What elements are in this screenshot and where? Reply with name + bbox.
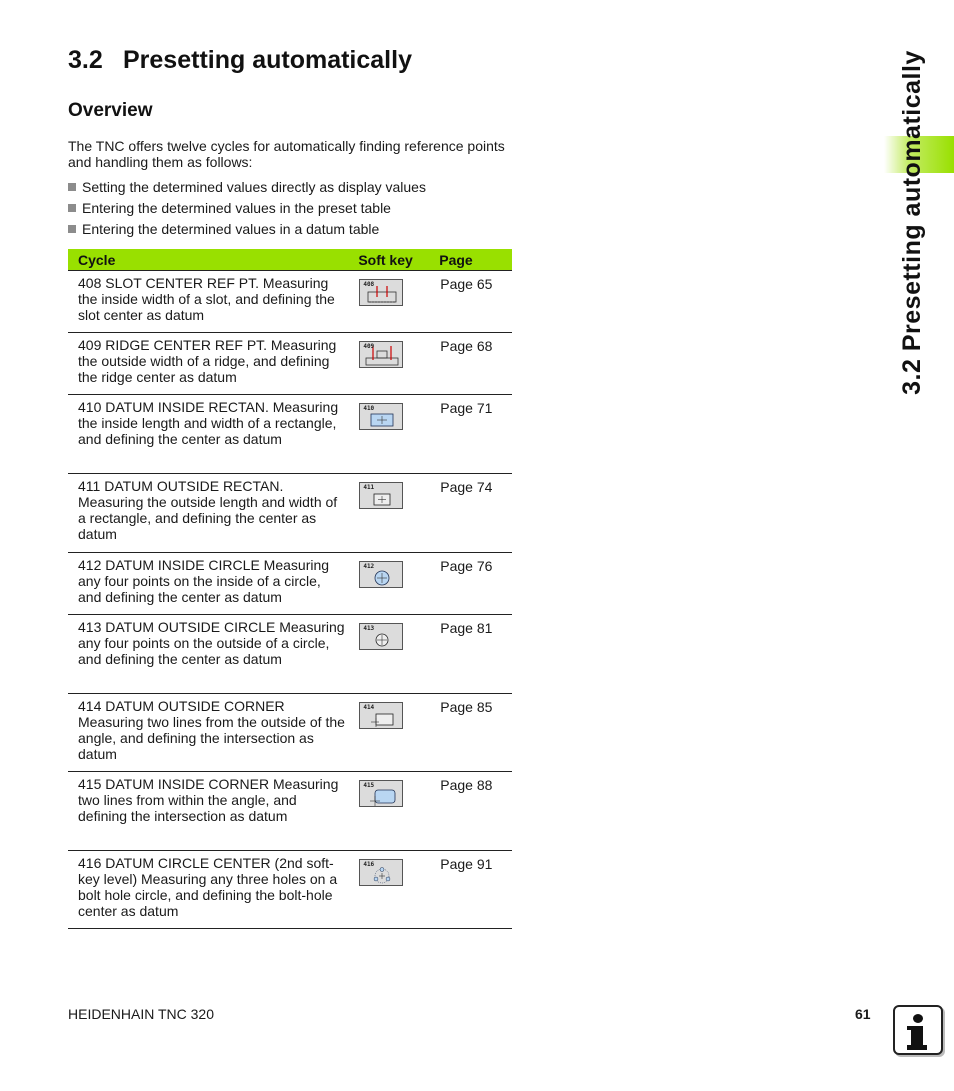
section-title: [68, 46, 412, 75]
page-reference: Page 65: [439, 271, 512, 333]
cycle-description: 413 DATUM OUTSIDE CIRCLE Measuring any four points on the outside of a circle, and defining the center as datum: [68, 615, 358, 694]
cycle-table: [68, 249, 512, 929]
softkey-button: [359, 561, 403, 588]
softkey-button: [359, 482, 403, 509]
page-reference: Page 71: [439, 395, 512, 474]
softkey-cell: [358, 694, 439, 772]
softkey-label: 412: [363, 563, 375, 570]
softkey-label: 413: [363, 625, 375, 632]
page-reference: Page 81: [439, 615, 512, 694]
bullet-item: [68, 179, 426, 200]
softkey-cell: [358, 851, 439, 929]
table-row: [68, 851, 512, 929]
info-icon: [893, 1005, 943, 1055]
softkey-cell: [358, 615, 439, 694]
sidebar-title-text: 3.2 Presetting automatically: [897, 50, 926, 395]
bullet-square-icon: [68, 204, 76, 212]
softkey-cell: [358, 474, 439, 553]
page-reference: Page 91: [439, 851, 512, 929]
page-reference: Page 74: [439, 474, 512, 553]
softkey-button: [359, 780, 403, 807]
page-number: 61: [855, 1006, 871, 1022]
cycle-description: 412 DATUM INSIDE CIRCLE Measuring any four points on the inside of a circle, and defining the center as datum: [68, 553, 358, 615]
softkey-cell: [358, 772, 439, 851]
softkey-button: [359, 623, 403, 650]
softkey-button: [359, 702, 403, 729]
page-reference: Page 88: [439, 772, 512, 851]
cycle-description: 409 RIDGE CENTER REF PT. Measuring the outside width of a ridge, and defining the ridge center as datum: [68, 333, 358, 395]
cycle-description: 416 DATUM CIRCLE CENTER (2nd soft-key level) Measuring any three holes on a bolt hole circle, and defining the bolt-hole center as datum: [68, 851, 358, 929]
softkey-button: [359, 341, 403, 368]
bullet-text: Entering the determined values in a datum table: [82, 221, 380, 237]
table-row: [68, 694, 512, 772]
softkey-label: 409: [363, 343, 375, 350]
cycle-description: 415 DATUM INSIDE CORNER Measuring two lines from within the angle, and defining the intersection as datum: [68, 772, 358, 851]
softkey-button: [359, 859, 403, 886]
bullet-text: Entering the determined values in the preset table: [82, 200, 391, 216]
table-row: [68, 271, 512, 333]
softkey-cell: [358, 271, 439, 333]
softkey-label: 415: [363, 782, 375, 789]
bullet-text: Setting the determined values directly as display values: [82, 179, 426, 195]
table-header-row: [68, 249, 512, 271]
bullet-square-icon: [68, 225, 76, 233]
table-row: [68, 553, 512, 615]
softkey-label: 414: [363, 704, 375, 711]
table-body: [68, 271, 512, 929]
table-row: [68, 333, 512, 395]
section-title-text: Presetting automatically: [123, 46, 412, 74]
softkey-label: 411: [363, 484, 375, 491]
softkey-button: [359, 279, 403, 306]
bullet-list: [68, 179, 426, 242]
bullet-item: [68, 221, 426, 242]
softkey-button: [359, 403, 403, 430]
sidebar-chapter-title: [896, 50, 928, 395]
header-cycle: Cycle: [68, 249, 358, 271]
softkey-label: 410: [363, 405, 375, 412]
header-page: Page: [439, 249, 512, 271]
softkey-label: 408: [363, 281, 375, 288]
softkey-cell: [358, 333, 439, 395]
page-reference: Page 76: [439, 553, 512, 615]
softkey-label: 416: [363, 861, 375, 868]
bullet-item: [68, 200, 426, 221]
cycle-description: 408 SLOT CENTER REF PT. Measuring the inside width of a slot, and defining the slot center as datum: [68, 271, 358, 333]
intro-paragraph: The TNC offers twelve cycles for automatically finding reference points and handling them as follows:: [68, 138, 505, 170]
table-row: [68, 615, 512, 694]
cycle-description: 411 DATUM OUTSIDE RECTAN. Measuring the outside length and width of a rectangle, and defining the center as datum: [68, 474, 358, 553]
header-softkey: Soft key: [358, 249, 439, 271]
cycle-description: 410 DATUM INSIDE RECTAN. Measuring the inside length and width of a rectangle, and defining the center as datum: [68, 395, 358, 474]
page-reference: Page 85: [439, 694, 512, 772]
table-row: [68, 474, 512, 553]
table-row: [68, 772, 512, 851]
cycle-description: 414 DATUM OUTSIDE CORNER Measuring two lines from the outside of the angle, and defining the intersection as datum: [68, 694, 358, 772]
section-number: 3.2: [68, 46, 103, 74]
page-reference: Page 68: [439, 333, 512, 395]
footer-product: HEIDENHAIN TNC 320: [68, 1006, 215, 1022]
overview-heading: Overview: [68, 100, 153, 121]
softkey-cell: [358, 395, 439, 474]
softkey-cell: [358, 553, 439, 615]
table-row: [68, 395, 512, 474]
bullet-square-icon: [68, 183, 76, 191]
